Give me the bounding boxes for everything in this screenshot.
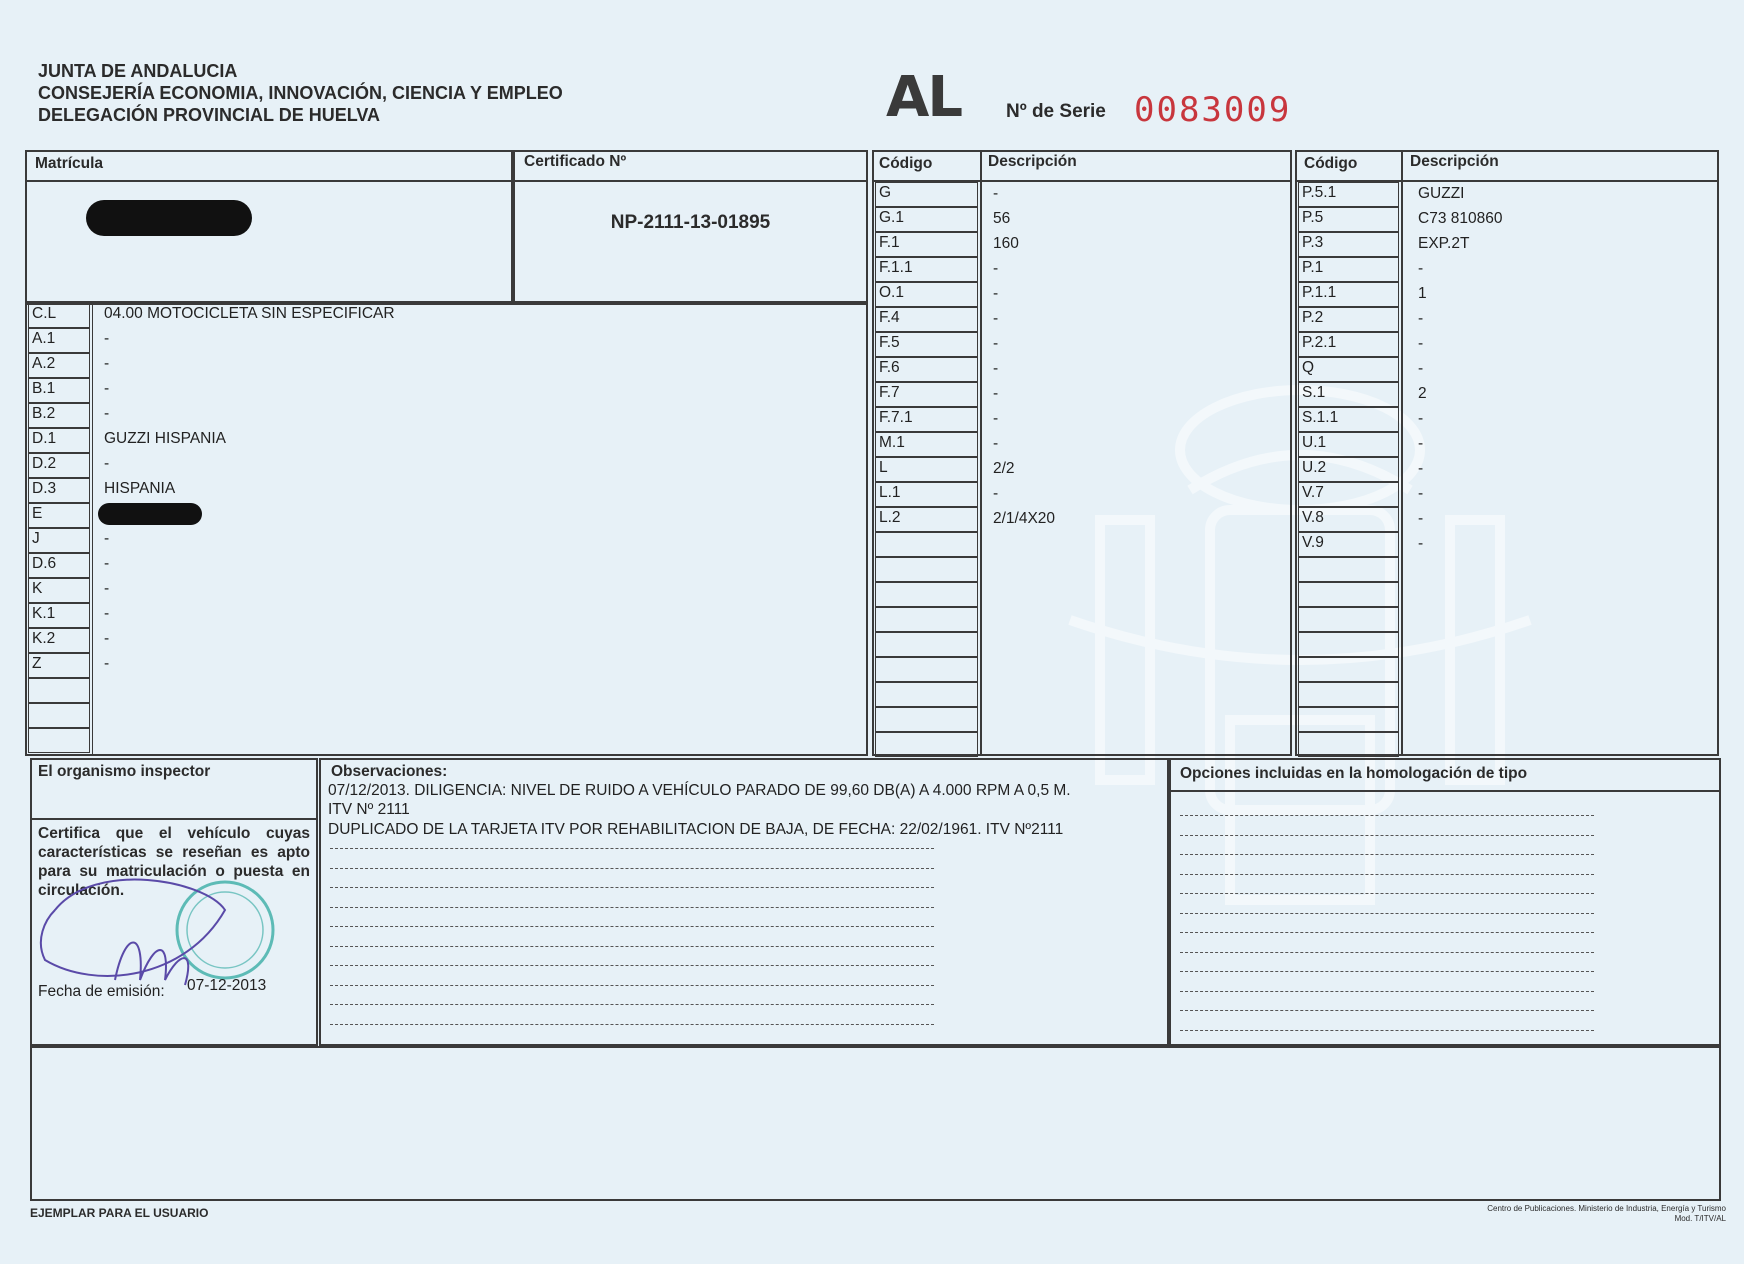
mid-code-cell: F.6 [875, 357, 978, 382]
left-field-value: - [104, 355, 110, 372]
blank-line [330, 926, 934, 927]
right-field-value: - [1418, 535, 1424, 552]
right-field-value: - [1418, 335, 1424, 352]
right-desc-header: Descripción [1410, 153, 1499, 170]
series-label: Nº de Serie [1006, 101, 1106, 122]
left-code-cell: D.6 [28, 553, 90, 578]
mid-code-cell [875, 732, 978, 757]
left-code-cell: K.2 [28, 628, 90, 653]
mid-field-value: 160 [993, 235, 1019, 252]
right-code-cell: U.2 [1298, 457, 1399, 482]
left-code-cell [28, 728, 90, 753]
right-field-value: EXP.2T [1418, 235, 1470, 252]
mid-field-value: - [993, 485, 999, 502]
mid-field-value: - [993, 435, 999, 452]
issuer-line-1: JUNTA DE ANDALUCIA [38, 61, 238, 81]
right-code-cell [1298, 632, 1399, 657]
mid-code-cell [875, 532, 978, 557]
series-number: 0083009 [1134, 90, 1292, 130]
mid-code-cell: M.1 [875, 432, 978, 457]
right-field-value: C73 810860 [1418, 210, 1503, 227]
mid-field-value: 2/1/4X20 [993, 510, 1056, 527]
mid-field-value: 2/2 [993, 460, 1015, 477]
issuer-line-2: CONSEJERÍA ECONOMIA, INNOVACIÓN, CIENCIA Y EMPLEO [38, 83, 563, 103]
opciones-box [1169, 758, 1721, 1046]
observaciones-line-2: ITV Nº 2111 [328, 801, 410, 818]
right-code-cell [1298, 732, 1399, 757]
redacted-field-e [98, 503, 202, 525]
right-field-value: - [1418, 485, 1424, 502]
right-field-value: - [1418, 310, 1424, 327]
series-code: AL [886, 65, 962, 130]
blank-line [1180, 991, 1594, 992]
blank-line [330, 1024, 934, 1025]
right-code-cell: P.5 [1298, 207, 1399, 232]
right-field-value: - [1418, 435, 1424, 452]
right-code-cell: P.2 [1298, 307, 1399, 332]
mid-field-value: - [993, 185, 999, 202]
mid-field-value: - [993, 335, 999, 352]
mid-code-cell: F.7 [875, 382, 978, 407]
right-code-cell [1298, 657, 1399, 682]
observaciones-line-1: 07/12/2013. DILIGENCIA: NIVEL DE RUIDO A VEHÍCULO PARADO DE 99,60 DB(A) A 4.000 RPM A 0,5 M. [328, 782, 1071, 799]
left-code-cell: B.2 [28, 403, 90, 428]
bottom-empty-box [30, 1046, 1721, 1201]
mid-code-cell [875, 632, 978, 657]
blank-line [330, 946, 934, 947]
left-field-value: - [104, 380, 110, 397]
certificado-number: NP-2111-13-01895 [610, 212, 771, 233]
left-field-value: HISPANIA [104, 480, 176, 497]
mid-code-cell: F.1 [875, 232, 978, 257]
left-code-cell: C.L [28, 303, 90, 328]
left-field-value: - [104, 555, 110, 572]
blank-line [1180, 1030, 1594, 1031]
left-code-cell: D.1 [28, 428, 90, 453]
right-code-cell: V.8 [1298, 507, 1399, 532]
issue-date-label: Fecha de emisión: [38, 983, 165, 1000]
blank-line [1180, 854, 1594, 855]
mid-field-value: - [993, 360, 999, 377]
left-code-cell: Z [28, 653, 90, 678]
left-code-cell [28, 703, 90, 728]
inspector-title: El organismo inspector [38, 763, 211, 780]
left-code-cell: K [28, 578, 90, 603]
left-field-value: - [104, 605, 110, 622]
mid-code-cell: L.1 [875, 482, 978, 507]
mid-desc-header: Descripción [988, 153, 1077, 170]
mid-field-value: - [993, 285, 999, 302]
left-code-cell: E [28, 503, 90, 528]
right-code-cell [1298, 607, 1399, 632]
left-field-value: - [104, 330, 110, 347]
blank-line [330, 1004, 934, 1005]
left-code-cell: K.1 [28, 603, 90, 628]
mid-code-cell [875, 657, 978, 682]
blank-line [330, 985, 934, 986]
observaciones-box [319, 758, 1169, 1046]
mid-code-cell [875, 682, 978, 707]
blank-line [1180, 932, 1594, 933]
left-code-cell: J [28, 528, 90, 553]
right-code-cell [1298, 557, 1399, 582]
right-code-cell: P.1 [1298, 257, 1399, 282]
blank-line [1180, 874, 1594, 875]
right-code-cell: P.1.1 [1298, 282, 1399, 307]
issue-date-value: 07-12-2013 [187, 977, 267, 994]
mid-code-cell: L [875, 457, 978, 482]
mid-code-cell: G.1 [875, 207, 978, 232]
left-code-cell: B.1 [28, 378, 90, 403]
blank-line [1180, 835, 1594, 836]
mid-code-cell: O.1 [875, 282, 978, 307]
mid-code-cell: F.7.1 [875, 407, 978, 432]
right-field-value: GUZZI [1418, 185, 1465, 202]
right-code-cell: Q [1298, 357, 1399, 382]
blank-line [1180, 971, 1594, 972]
blank-line [1180, 815, 1594, 816]
left-fields-box [25, 303, 868, 756]
mid-code-cell [875, 582, 978, 607]
mid-code-cell [875, 707, 978, 732]
left-field-value: - [104, 630, 110, 647]
left-field-value: GUZZI HISPANIA [104, 430, 227, 447]
mid-code-cell: G [875, 182, 978, 207]
right-code-cell: P.2.1 [1298, 332, 1399, 357]
left-code-cell: A.1 [28, 328, 90, 353]
left-field-value: 04.00 MOTOCICLETA SIN ESPECIFICAR [104, 305, 395, 322]
footer-publisher [1400, 1204, 1726, 1224]
redacted-plate [86, 200, 252, 236]
matricula-label: Matrícula [35, 155, 104, 172]
inspector-certify-text: Certifica que el vehículo cuyas características se reseñan es apto para su matriculación o puesta en circulación. [38, 825, 310, 899]
left-field-value: - [104, 580, 110, 597]
footer-publisher-line-1: Centro de Publicaciones. Ministerio de Industria, Energía y Turismo [1487, 1204, 1726, 1213]
left-code-cell [28, 678, 90, 703]
right-code-header: Código [1304, 155, 1358, 172]
mid-code-cell: L.2 [875, 507, 978, 532]
right-code-cell: S.1.1 [1298, 407, 1399, 432]
mid-code-cell: F.1.1 [875, 257, 978, 282]
right-code-cell: P.5.1 [1298, 182, 1399, 207]
mid-code-header: Código [879, 155, 933, 172]
certificado-label: Certificado Nº [524, 153, 627, 170]
left-field-value: - [104, 455, 110, 472]
mid-code-cell: F.5 [875, 332, 978, 357]
blank-line [1180, 913, 1594, 914]
mid-field-value: 56 [993, 210, 1011, 227]
left-code-cell: D.2 [28, 453, 90, 478]
footer-copy-label: EJEMPLAR PARA EL USUARIO [30, 1206, 209, 1220]
opciones-title: Opciones incluidas en la homologación de tipo [1180, 765, 1528, 782]
blank-line [330, 907, 934, 908]
right-code-cell [1298, 582, 1399, 607]
mid-code-cell [875, 607, 978, 632]
blank-line [330, 848, 934, 849]
footer-publisher-line-2: Mod. T/ITV/AL [1674, 1214, 1726, 1223]
mid-field-value: - [993, 385, 999, 402]
right-field-value: - [1418, 410, 1424, 427]
right-field-value: 1 [1418, 285, 1427, 302]
right-field-value: - [1418, 260, 1424, 277]
mid-field-value: - [993, 260, 999, 277]
left-field-value: - [104, 655, 110, 672]
right-field-value: 2 [1418, 385, 1427, 402]
mid-code-cell: F.4 [875, 307, 978, 332]
right-code-cell [1298, 682, 1399, 707]
right-code-cell: V.7 [1298, 482, 1399, 507]
right-code-cell: V.9 [1298, 532, 1399, 557]
mid-field-value: - [993, 310, 999, 327]
blank-line [1180, 1010, 1594, 1011]
blank-line [1180, 893, 1594, 894]
mid-code-cell [875, 557, 978, 582]
left-field-value: - [104, 405, 110, 422]
right-code-cell: P.3 [1298, 232, 1399, 257]
issuer-line-3: DELEGACIÓN PROVINCIAL DE HUELVA [38, 105, 381, 125]
issuer-header [38, 60, 563, 126]
mid-field-value: - [993, 410, 999, 427]
blank-line [330, 868, 934, 869]
right-code-cell: S.1 [1298, 382, 1399, 407]
left-code-cell: D.3 [28, 478, 90, 503]
left-field-value: - [104, 530, 110, 547]
blank-line [330, 887, 934, 888]
blank-line [1180, 952, 1594, 953]
observaciones-line-3: DUPLICADO DE LA TARJETA ITV POR REHABILITACION DE BAJA, DE FECHA: 22/02/1961. ITV Nº2111 [328, 821, 1064, 838]
right-code-cell [1298, 707, 1399, 732]
right-field-value: - [1418, 360, 1424, 377]
blank-line [330, 965, 934, 966]
right-code-cell: U.1 [1298, 432, 1399, 457]
left-code-cell: A.2 [28, 353, 90, 378]
observaciones-title: Observaciones: [331, 763, 448, 780]
right-field-value: - [1418, 510, 1424, 527]
right-field-value: - [1418, 460, 1424, 477]
